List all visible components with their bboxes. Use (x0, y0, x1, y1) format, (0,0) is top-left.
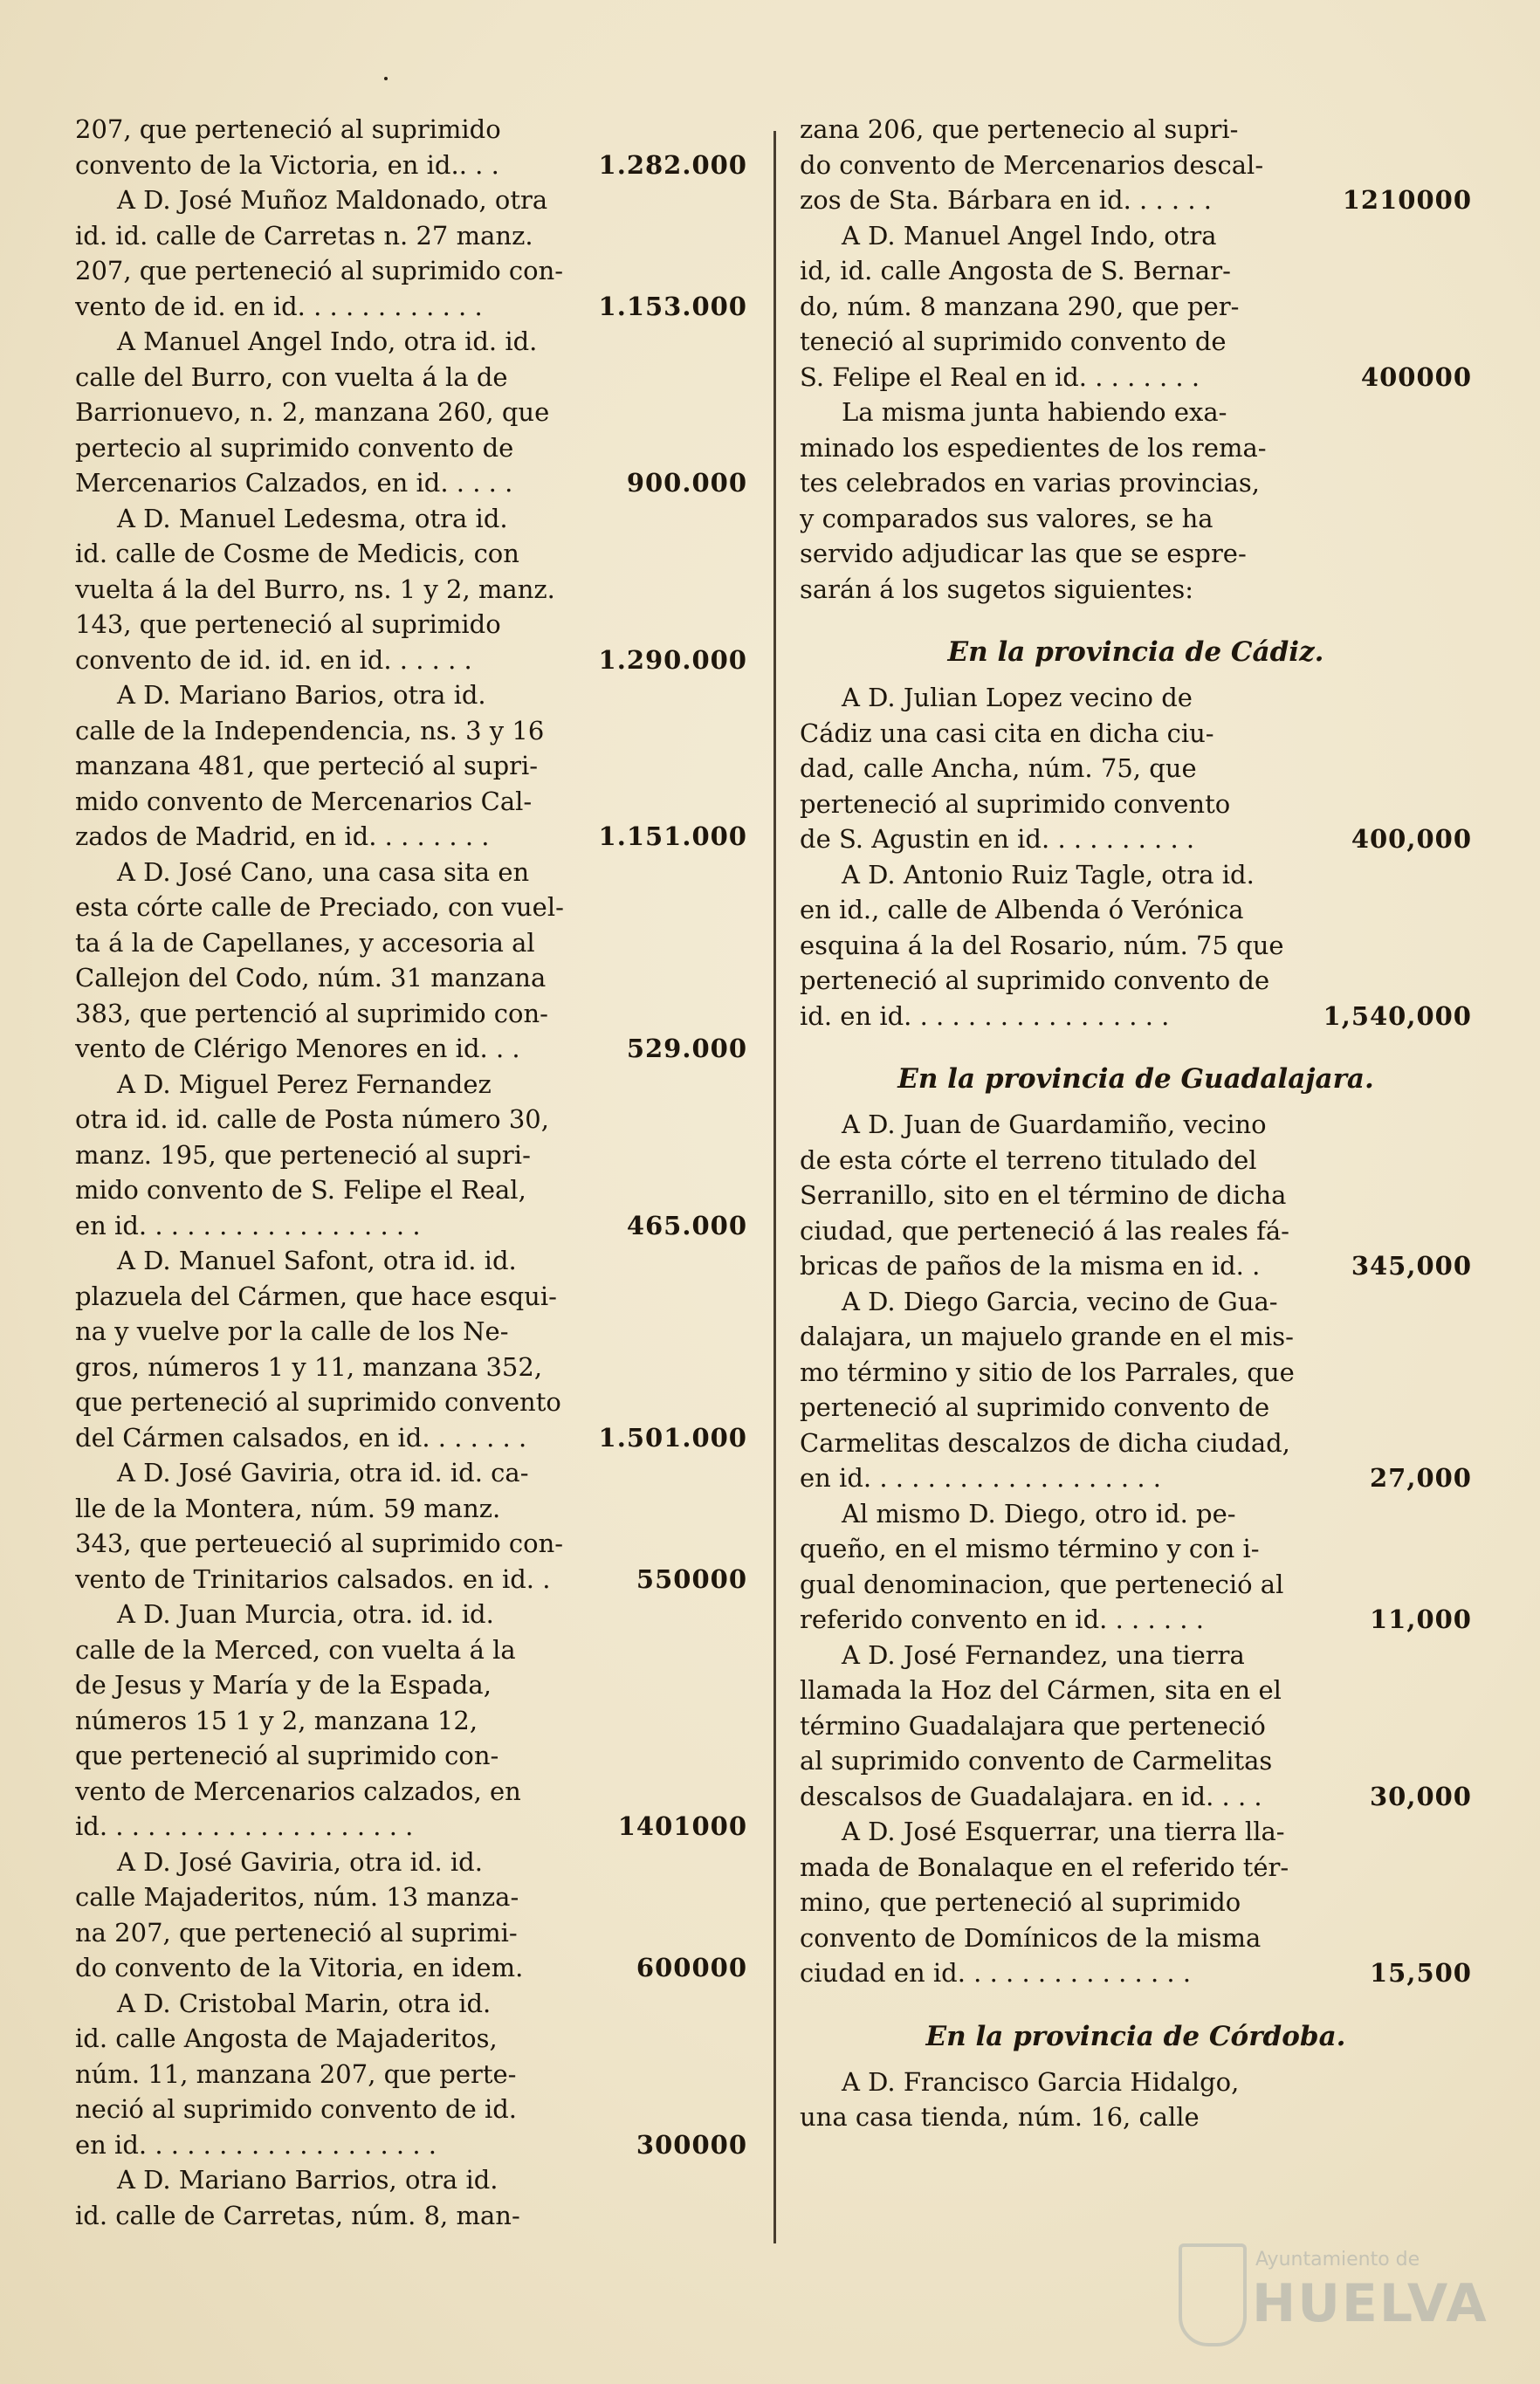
text-line (75, 1774, 747, 1810)
province-heading-text: En la provincia de Cádiz. (947, 636, 1324, 668)
text-line (75, 784, 747, 820)
price-amount: 1.501.000 (598, 1422, 747, 1453)
line-text: en id., calle de Albenda ó Verónica (800, 895, 1244, 924)
line-text: números 15 1 y 2, manzana 12, (75, 1705, 478, 1735)
text-line (75, 182, 747, 218)
text-line (75, 2162, 747, 2198)
line-text: A D. Manuel Safont, otra id. id. (117, 1246, 517, 1275)
line-text: manzana 481, que perteció al supri- (75, 751, 539, 780)
text-line (75, 1845, 747, 1880)
line-text: A D. Diego Garcia, vecino de Gua- (842, 1286, 1278, 1316)
text-line (800, 1460, 1472, 1496)
text-line (800, 501, 1472, 537)
price-amount: 600000 (636, 1953, 747, 1982)
line-text: A D. José Fernandez, una tierra (842, 1639, 1245, 1670)
line-text: término Guadalajara que perteneció (800, 1710, 1266, 1741)
price-amount: 1401000 (617, 1811, 747, 1841)
line-text: 343, que perteueció al suprimido con- (75, 1529, 564, 1558)
line-text: La misma junta habiendo exa- (842, 397, 1227, 427)
text-line (800, 1248, 1472, 1284)
text-line (800, 289, 1472, 325)
price-amount: 1,540,000 (1323, 1000, 1472, 1031)
line-text: gros, números 1 y 11, manzana 352, (75, 1351, 543, 1382)
price-amount: 1.282.000 (598, 149, 747, 180)
price-amount: 300000 (636, 2129, 747, 2160)
text-line (800, 395, 1472, 430)
text-line (75, 1279, 747, 1315)
line-text: A D. José Muñoz Maldonado, otra (117, 185, 548, 215)
line-text: vento de Mercenarios calzados, en (75, 1776, 521, 1806)
text-line (800, 1743, 1472, 1779)
line-text: llamada la Hoz del Cármen, sita en el (800, 1675, 1282, 1705)
line-text: referido convento en id. . . . . . . (800, 1604, 1204, 1634)
line-text: de S. Agustin en id. . . . . . . . . . (800, 824, 1195, 854)
text-line (75, 1950, 747, 1986)
line-text: vento de Trinitarios calsados. en id. . (75, 1563, 551, 1594)
line-text: Barrionuevo, n. 2, manzana 260, que (75, 397, 550, 427)
watermark-line2: HUELVA (1252, 2273, 1488, 2334)
line-text: ciudad en id. . . . . . . . . . . . . . . (800, 1958, 1192, 1988)
line-text: do, núm. 8 manzana 290, que per- (800, 291, 1240, 321)
text-line (75, 324, 747, 360)
text-line (800, 218, 1472, 254)
text-line (800, 182, 1472, 218)
line-text: A D. Julian Lopez vecino de (842, 683, 1193, 712)
text-line (800, 1567, 1472, 1603)
text-line (75, 1597, 747, 1632)
text-line (75, 1172, 747, 1208)
line-text: A D. Mariano Barrios, otra id. (117, 2165, 498, 2195)
ink-speck (384, 77, 388, 80)
price-amount: 465.000 (626, 1210, 747, 1240)
text-line (75, 2198, 747, 2234)
line-text: del Cármen calsados, en id. . . . . . . (75, 1422, 527, 1453)
line-text: pertecio al suprimido convento de (75, 432, 514, 463)
line-text: A D. José Esquerrar, una tierra lla- (842, 1817, 1285, 1846)
text-line (75, 536, 747, 572)
price-amount: 1.290.000 (598, 644, 747, 675)
province-heading (800, 2009, 1472, 2065)
line-text: A D. Miguel Perez Fernandez (117, 1068, 492, 1099)
text-line (75, 677, 747, 713)
line-text: A D. Manuel Angel Indo, otra (842, 220, 1217, 251)
text-line (75, 1314, 747, 1350)
line-text: y comparados sus valores, se ha (800, 503, 1213, 533)
price-amount: 1.151.000 (598, 821, 747, 851)
line-text: zados de Madrid, en id. . . . . . . . (75, 821, 490, 851)
line-text: perteneció al suprimido convento (800, 788, 1231, 819)
line-text: en id. . . . . . . . . . . . . . . . . . . (800, 1463, 1161, 1493)
line-text: que perteneció al suprimido convento (75, 1387, 561, 1417)
line-text: perteneció al suprimido convento de (800, 1392, 1270, 1422)
line-text: zos de Sta. Bárbara en id. . . . . . (800, 185, 1213, 215)
price-amount: 11,000 (1370, 1604, 1472, 1634)
text-line (800, 1708, 1472, 1744)
line-text: id. calle de Cosme de Medicis, con (75, 539, 519, 568)
line-text: id. calle de Carretas, núm. 8, man- (75, 2200, 520, 2230)
price-amount: 900.000 (626, 468, 747, 498)
province-heading-text: En la provincia de Córdoba. (925, 2020, 1346, 2052)
line-text: id, id. calle Angosta de S. Bernar- (800, 256, 1231, 285)
line-text: Callejon del Codo, núm. 31 manzana (75, 963, 547, 993)
text-line (75, 112, 747, 148)
text-line (75, 1738, 747, 1774)
text-line (800, 1850, 1472, 1886)
text-line (75, 218, 747, 254)
line-text: perteneció al suprimido convento de (800, 965, 1270, 995)
text-line (800, 253, 1472, 289)
text-line (800, 1496, 1472, 1532)
coat-of-arms-icon (1179, 2243, 1247, 2346)
line-text: mido convento de Mercenarios Cal- (75, 786, 533, 816)
text-line (800, 1390, 1472, 1426)
line-text: gual denominacion, que perteneció al (800, 1569, 1284, 1599)
text-line (800, 572, 1472, 608)
text-line (75, 1350, 747, 1385)
price-amount: 30,000 (1370, 1781, 1472, 1811)
line-text: vento de Clérigo Menores en id. . . (75, 1034, 520, 1063)
text-line (75, 1208, 747, 1244)
text-line (800, 148, 1472, 183)
text-line (800, 536, 1472, 572)
price-amount: 1210000 (1342, 185, 1472, 215)
text-line (75, 960, 747, 996)
line-text: dalajara, un majuelo grande en el mis- (800, 1322, 1294, 1351)
line-text: do convento de Mercenarios descal- (800, 149, 1264, 180)
right-column (800, 112, 1472, 2135)
line-text: id. . . . . . . . . . . . . . . . . . . . (75, 1811, 414, 1841)
line-text: A D. Manuel Ledesma, otra id. (117, 503, 508, 533)
text-line (75, 1243, 747, 1279)
text-line (800, 787, 1472, 822)
text-line (75, 430, 747, 466)
text-line (75, 1526, 747, 1562)
text-line (75, 465, 747, 501)
line-text: do convento de la Vitoria, en idem. (75, 1953, 524, 1982)
text-line (75, 1562, 747, 1597)
line-text: 207, que perteneció al suprimido (75, 114, 501, 144)
line-text: A Manuel Angel Indo, otra id. id. (117, 326, 538, 356)
text-line (800, 465, 1472, 501)
line-text: Serranillo, sito en el término de dicha (800, 1180, 1287, 1210)
text-line (75, 1102, 747, 1137)
text-line (75, 360, 747, 395)
text-line (75, 1384, 747, 1420)
line-text: mino, que perteneció al suprimido (800, 1887, 1241, 1917)
text-line (75, 855, 747, 890)
text-line (800, 1319, 1472, 1355)
price-amount: 529.000 (626, 1034, 747, 1063)
text-line (800, 1143, 1472, 1178)
text-line (75, 148, 747, 183)
line-text: 143, que perteneció al suprimido (75, 609, 501, 639)
line-text: na y vuelve por la calle de los Ne- (75, 1316, 509, 1346)
line-text: convento de la Victoria, en id.. . . (75, 149, 499, 180)
line-text: tes celebrados en varias provincias, (800, 468, 1260, 498)
line-text: convento de Domínicos de la misma (800, 1922, 1262, 1953)
text-line (75, 1420, 747, 1456)
line-text: dad, calle Ancha, núm. 75, que (800, 753, 1197, 783)
text-line (800, 1284, 1472, 1320)
text-line (800, 1178, 1472, 1213)
line-text: na 207, que perteneció al suprimi- (75, 1917, 518, 1948)
line-text: otra id. id. calle de Posta número 30, (75, 1104, 549, 1134)
line-text: ta á la de Capellanes, y accesoria al (75, 927, 535, 958)
line-text: lle de la Montera, núm. 59 manz. (75, 1493, 501, 1523)
text-line (75, 748, 747, 784)
text-line (75, 1491, 747, 1527)
line-text: una casa tienda, núm. 16, calle (800, 2102, 1200, 2132)
text-line (800, 1920, 1472, 1956)
text-line (75, 1915, 747, 1951)
line-text: Mercenarios Calzados, en id. . . . . (75, 468, 513, 498)
line-text: de Jesus y María y de la Espada, (75, 1670, 492, 1700)
text-line (800, 751, 1472, 787)
line-text: Carmelitas descalzos de dicha ciudad, (800, 1427, 1290, 1458)
line-text: plazuela del Cármen, que hace esqui- (75, 1281, 557, 1311)
line-text: A D. José Gaviria, otra id. id. (117, 1846, 483, 1877)
line-text: A D. Francisco Garcia Hidalgo, (842, 2066, 1240, 2097)
text-line (75, 1455, 747, 1491)
text-line (75, 713, 747, 749)
text-line (800, 1885, 1472, 1920)
text-line (800, 999, 1472, 1034)
text-line (75, 1703, 747, 1739)
left-column (75, 112, 747, 2233)
line-text: calle del Burro, con vuelta á la de (75, 361, 508, 392)
text-line (800, 680, 1472, 716)
text-line (75, 572, 747, 608)
line-text: minado los espedientes de los rema- (800, 432, 1267, 463)
text-line (75, 890, 747, 925)
line-text: esta córte calle de Preciado, con vuel- (75, 892, 564, 922)
line-text: al suprimido convento de Carmelitas (800, 1746, 1273, 1776)
text-line (800, 1355, 1472, 1391)
line-text: vento de id. en id. . . . . . . . . . . . (75, 291, 483, 321)
line-text: sarán á los sugetos siguientes: (800, 574, 1194, 604)
text-line (800, 892, 1472, 928)
text-line (75, 642, 747, 678)
text-line (75, 2127, 747, 2163)
line-text: calle Majaderitos, núm. 13 manza- (75, 1882, 519, 1912)
text-line (800, 928, 1472, 964)
price-amount: 400,000 (1351, 824, 1472, 854)
text-line (800, 716, 1472, 752)
line-text: A D. Mariano Barios, otra id. (117, 680, 486, 710)
line-text: esquina á la del Rosario, núm. 75 que (800, 930, 1284, 960)
text-line (800, 2065, 1472, 2100)
text-line (75, 2092, 747, 2127)
line-text: A D. Cristobal Marin, otra id. (117, 1988, 492, 2018)
line-text: mada de Bonalaque en el referido tér- (800, 1852, 1289, 1882)
column-divider (773, 131, 776, 2243)
line-text: núm. 11, manzana 207, que perte- (75, 2058, 517, 2089)
line-text: 207, que perteneció al suprimido con- (75, 256, 564, 285)
text-line (800, 1673, 1472, 1708)
line-text: manz. 195, que perteneció al supri- (75, 1139, 531, 1170)
province-heading (800, 624, 1472, 680)
text-line (75, 1632, 747, 1668)
line-text: A D. Juan de Guardamiño, vecino (842, 1110, 1267, 1139)
line-text: calle de la Merced, con vuelta á la (75, 1634, 516, 1665)
line-text: A D. Juan Murcia, otra. id. id. (117, 1599, 494, 1629)
line-text: mo término y sitio de los Parrales, que (800, 1357, 1295, 1387)
line-text: que perteneció al suprimido con- (75, 1741, 499, 1770)
line-text: de esta córte el terreno titulado del (800, 1144, 1257, 1175)
line-text: A D. José Cano, una casa sita en (117, 856, 530, 887)
line-text: en id. . . . . . . . . . . . . . . . . . (75, 1210, 421, 1240)
text-line (75, 1879, 747, 1915)
line-text: ciudad, que perteneció á las reales fá- (800, 1215, 1289, 1246)
line-text: calle de la Independencia, ns. 3 y 16 (75, 715, 545, 745)
archive-watermark (1179, 2243, 1493, 2348)
text-line (75, 1986, 747, 2022)
text-line (800, 360, 1472, 395)
line-text: Al mismo D. Diego, otro id. pe- (842, 1498, 1236, 1529)
price-amount: 400000 (1360, 361, 1472, 392)
line-text: neció al suprimido convento de id. (75, 2094, 518, 2124)
line-text: id. id. calle de Carretas n. 27 manz. (75, 220, 533, 251)
line-text: Cádiz una casi cita en dicha ciu- (800, 718, 1214, 748)
line-text: descalsos de Guadalajara. en id. . . . (800, 1781, 1262, 1811)
text-line (75, 2021, 747, 2057)
text-line (800, 324, 1472, 360)
line-text: vuelta á la del Burro, ns. 1 y 2, manz. (75, 574, 555, 604)
province-heading (800, 1051, 1472, 1107)
line-text: mido convento de S. Felipe el Real, (75, 1175, 526, 1205)
text-line (75, 289, 747, 325)
text-line (75, 819, 747, 855)
line-text: zana 206, que pertenecio al supri- (800, 114, 1239, 144)
text-line (800, 1602, 1472, 1638)
price-amount: 345,000 (1351, 1251, 1472, 1281)
line-text: S. Felipe el Real en id. . . . . . . . (800, 361, 1200, 392)
section-gap (800, 1991, 1472, 2009)
price-amount: 15,500 (1370, 1958, 1472, 1988)
line-text: 383, que pertenció al suprimido con- (75, 998, 548, 1028)
text-line (800, 1426, 1472, 1461)
line-text: convento de id. id. en id. . . . . . (75, 644, 472, 675)
line-text: A D. Antonio Ruiz Tagle, otra id. (842, 859, 1255, 890)
line-text: servido adjudicar las que se espre- (800, 539, 1247, 568)
line-text: en id. . . . . . . . . . . . . . . . . . . (75, 2129, 437, 2160)
text-line (75, 607, 747, 642)
province-heading-text: En la provincia de Guadalajara. (897, 1063, 1374, 1095)
text-line (800, 857, 1472, 893)
text-line (75, 925, 747, 961)
text-line (800, 821, 1472, 857)
text-line (75, 1137, 747, 1173)
text-line (75, 1031, 747, 1067)
text-line (75, 1067, 747, 1103)
line-text: bricas de paños de la misma en id. . (800, 1251, 1261, 1281)
text-line (800, 430, 1472, 466)
watermark-line1: Ayuntamiento de (1255, 2249, 1420, 2271)
section-gap (800, 1034, 1472, 1051)
text-line (800, 2099, 1472, 2135)
line-text: id. en id. . . . . . . . . . . . . . . . . (800, 1000, 1170, 1031)
text-line (75, 395, 747, 430)
section-gap (800, 607, 1472, 624)
text-line (75, 1809, 747, 1845)
text-line (75, 253, 747, 289)
text-line (75, 996, 747, 1032)
line-text: queño, en el mismo término y con i- (800, 1534, 1260, 1563)
price-amount: 27,000 (1370, 1463, 1472, 1493)
text-line (800, 112, 1472, 148)
text-line (800, 1779, 1472, 1815)
text-line (75, 501, 747, 537)
text-line (800, 1531, 1472, 1567)
line-text: A D. José Gaviria, otra id. id. ca- (117, 1458, 529, 1487)
line-text: id. calle Angosta de Majaderitos, (75, 2023, 498, 2053)
text-line (800, 1814, 1472, 1850)
text-line (800, 1955, 1472, 1991)
text-line (75, 1667, 747, 1703)
price-amount: 550000 (636, 1563, 747, 1594)
text-line (800, 963, 1472, 999)
price-amount: 1.153.000 (598, 291, 747, 321)
text-line (75, 2057, 747, 2092)
text-line (800, 1213, 1472, 1249)
text-line (800, 1107, 1472, 1143)
text-line (800, 1638, 1472, 1673)
line-text: teneció al suprimido convento de (800, 326, 1227, 356)
